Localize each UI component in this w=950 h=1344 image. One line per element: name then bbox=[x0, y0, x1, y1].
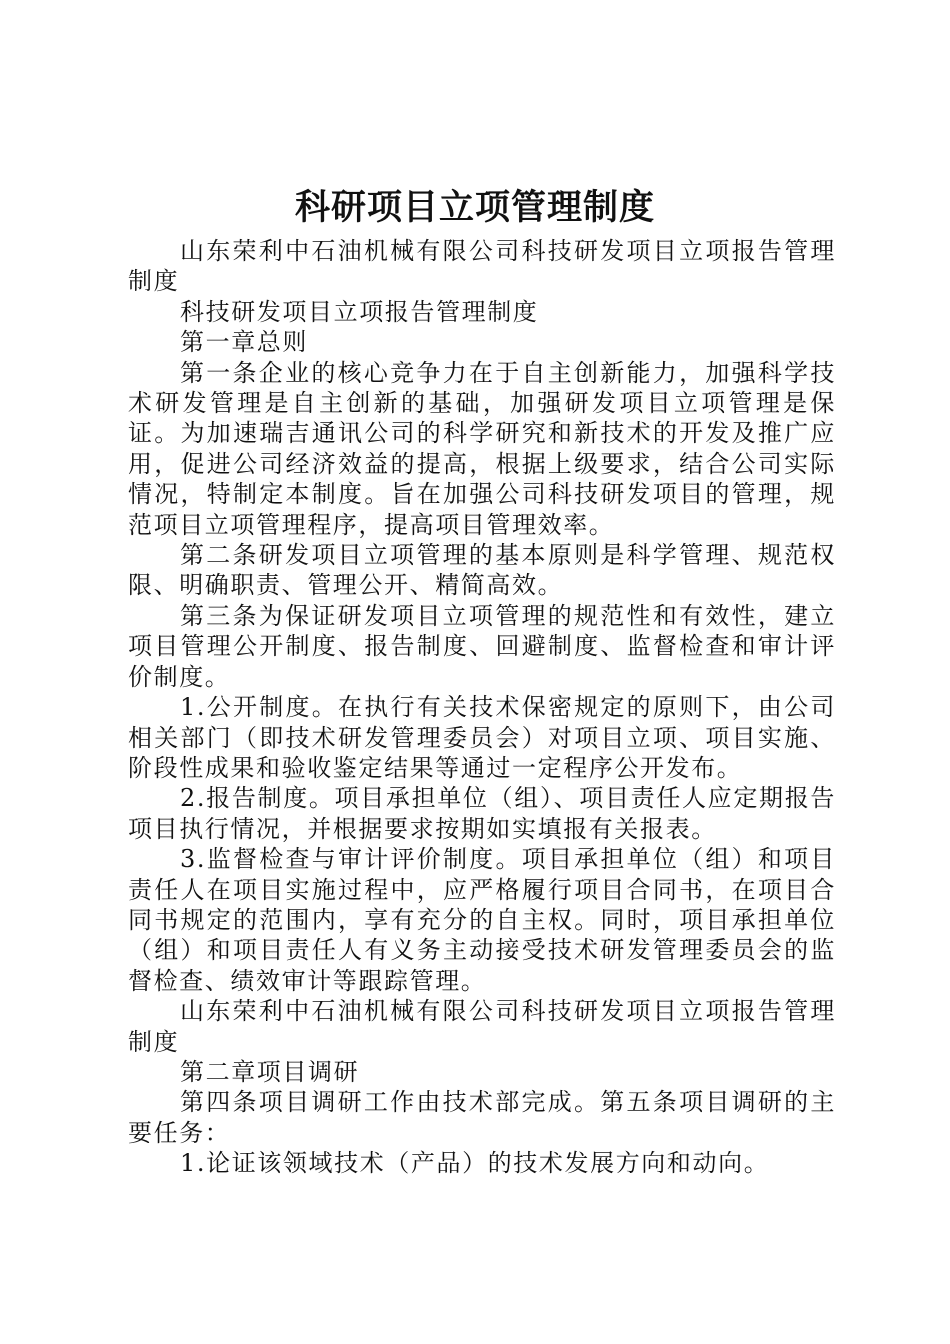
paragraph-company-title: 山东荣利中石油机械有限公司科技研发项目立项报告管理制度 bbox=[128, 237, 836, 296]
document-body bbox=[128, 236, 836, 1179]
item-2-report-system: 2.报告制度。项目承担单位（组）、项目责任人应定期报告项目执行情况，并根据要求按期如实填报有关报表。 bbox=[128, 784, 836, 843]
task-item-1: 1.论证该领域技术（产品）的技术发展方向和动向。 bbox=[180, 1149, 770, 1178]
article-1: 第一条企业的核心竞争力在于自主创新能力，加强科学技术研发管理是自主创新的基础，加强研发项目立项管理是保证。为加速瑞吉通讯公司的科学研究和新技术的开发及推广应用，促进公司经济效益的提高，根据上级要求，结合公司实际情况，特制定本制度。旨在加强公司科技研发项目的管理，规范项目立项管理程序，提高项目管理效率。 bbox=[128, 358, 836, 539]
chapter-2-heading: 第二章项目调研 bbox=[180, 1057, 360, 1086]
paragraph-company-title-repeat: 山东荣利中石油机械有限公司科技研发项目立项报告管理制度 bbox=[128, 997, 836, 1056]
chapter-1-heading: 第一章总则 bbox=[180, 328, 308, 357]
item-3-supervision-system: 3.监督检查与审计评价制度。项目承担单位（组）和项目责任人在项目实施过程中，应严格履行项目合同书，在项目合同书规定的范围内，享有充分的自主权。同时，项目承担单位（组）和项目责任人有义务主动接受技术研发管理委员会的监督检查、绩效审计等跟踪管理。 bbox=[128, 845, 836, 995]
article-2: 第二条研发项目立项管理的基本原则是科学管理、规范权限、明确职责、管理公开、精简高效。 bbox=[128, 541, 836, 600]
paragraph-subtitle: 科技研发项目立项报告管理制度 bbox=[180, 297, 539, 326]
document-title: 科研项目立项管理制度 bbox=[294, 187, 655, 228]
article-4-5: 第四条项目调研工作由技术部完成。第五条项目调研的主要任务： bbox=[128, 1088, 836, 1147]
item-1-public-system: 1.公开制度。在执行有关技术保密规定的原则下，由公司相关部门（即技术研发管理委员会）对项目立项、项目实施、阶段性成果和验收鉴定结果等通过一定程序公开发布。 bbox=[128, 693, 836, 782]
article-3: 第三条为保证研发项目立项管理的规范性和有效性，建立项目管理公开制度、报告制度、回避制度、监督检查和审计评价制度。 bbox=[128, 601, 836, 691]
